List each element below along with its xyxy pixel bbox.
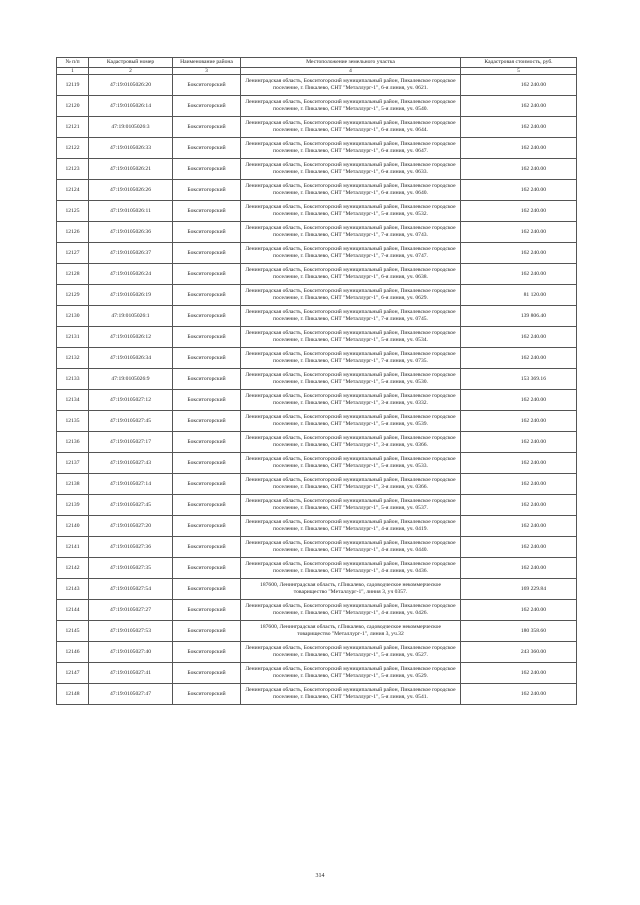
cell-index: 12141 — [57, 537, 89, 558]
cell-cost: 162 240.00 — [461, 75, 577, 96]
cell-cost: 162 240.00 — [461, 558, 577, 579]
cell-cadastral-number: 47:19:0105026:20 — [89, 75, 173, 96]
cell-index: 12122 — [57, 138, 89, 159]
cell-cadastral-number: 47:19:0105026:21 — [89, 159, 173, 180]
cell-location: Ленинградская область, Бокситогорский муниципальный район, Пикалевское городское поселение, г. Пикалево, СНТ "Металлург-1", 3-я линия, уч. 0366. — [241, 474, 461, 495]
table-row — [57, 474, 577, 495]
cell-cost: 153 369.16 — [461, 369, 577, 390]
cell-district: Бокситогорский — [173, 180, 241, 201]
table-row — [57, 75, 577, 96]
table-body — [57, 75, 577, 705]
header-index: № п/п — [57, 58, 89, 68]
cell-index: 12125 — [57, 201, 89, 222]
cell-index: 12127 — [57, 243, 89, 264]
cell-cadastral-number: 47:19:0105026:12 — [89, 327, 173, 348]
cell-location: Ленинградская область, Бокситогорский муниципальный район, Пикалевское городское поселение, г. Пикалево, СНТ "Металлург-1", 5-я линия, уч. 0534. — [241, 327, 461, 348]
column-number: 4 — [241, 68, 461, 75]
cell-cost: 162 240.00 — [461, 348, 577, 369]
table-row — [57, 180, 577, 201]
table-row — [57, 558, 577, 579]
table-row — [57, 579, 577, 600]
table-row — [57, 369, 577, 390]
table-row — [57, 117, 577, 138]
cell-cost: 162 240.00 — [461, 684, 577, 705]
cell-district: Бокситогорский — [173, 96, 241, 117]
cell-cost: 162 240.00 — [461, 411, 577, 432]
document-page — [56, 57, 576, 705]
cell-district: Бокситогорский — [173, 222, 241, 243]
table-row — [57, 684, 577, 705]
cell-location: Ленинградская область, Бокситогорский муниципальный район, Пикалевское городское поселение, г. Пикалево, СНТ "Металлург-1", 4-я линия, уч. 0426. — [241, 600, 461, 621]
cell-index: 12136 — [57, 432, 89, 453]
cell-location: Ленинградская область, Бокситогорский муниципальный район, Пикалевское городское поселение, г. Пикалево, СНТ "Металлург-1", 6-я линия, уч. 0621. — [241, 75, 461, 96]
cell-index: 12124 — [57, 180, 89, 201]
cell-district: Бокситогорский — [173, 117, 241, 138]
table-row — [57, 96, 577, 117]
column-number: 2 — [89, 68, 173, 75]
cell-location: Ленинградская область, Бокситогорский муниципальный район, Пикалевское городское поселение, г. Пикалево, СНТ "Металлург-1", 7-я линия, уч. 0747. — [241, 243, 461, 264]
cell-location: Ленинградская область, Бокситогорский муниципальный район, Пикалевское городское поселение, г. Пикалево, СНТ "Металлург-1", 5-я линия, уч. 0532. — [241, 201, 461, 222]
cell-district: Бокситогорский — [173, 264, 241, 285]
table-row — [57, 243, 577, 264]
cell-index: 12146 — [57, 642, 89, 663]
cell-district: Бокситогорский — [173, 306, 241, 327]
cell-index: 12121 — [57, 117, 89, 138]
cell-location: Ленинградская область, Бокситогорский муниципальный район, Пикалевское городское поселение, г. Пикалево, СНТ "Металлург-1", 7-я линия, уч. 0735. — [241, 348, 461, 369]
cell-district: Бокситогорский — [173, 432, 241, 453]
cell-cadastral-number: 47:19:0105027:35 — [89, 558, 173, 579]
cell-cost: 162 240.00 — [461, 600, 577, 621]
table-row — [57, 642, 577, 663]
table-row — [57, 516, 577, 537]
cell-district: Бокситогорский — [173, 327, 241, 348]
cell-cadastral-number: 47:19:0105027:45 — [89, 495, 173, 516]
cell-district: Бокситогорский — [173, 453, 241, 474]
cell-location: Ленинградская область, Бокситогорский муниципальный район, Пикалевское городское поселение, г. Пикалево, СНТ "Металлург-1", 5-я линия, уч. 0533. — [241, 453, 461, 474]
cell-district: Бокситогорский — [173, 201, 241, 222]
cell-cost: 162 240.00 — [461, 117, 577, 138]
cell-index: 12131 — [57, 327, 89, 348]
table-row — [57, 285, 577, 306]
cell-location: Ленинградская область, Бокситогорский муниципальный район, Пикалевское городское поселение, г. Пикалево, СНТ "Металлург-1", 6-я линия, уч. 0640. — [241, 180, 461, 201]
cell-index: 12134 — [57, 390, 89, 411]
cell-cost: 162 240.00 — [461, 432, 577, 453]
cell-cost: 162 240.00 — [461, 243, 577, 264]
cell-cost: 162 240.00 — [461, 537, 577, 558]
cell-index: 12135 — [57, 411, 89, 432]
cell-cadastral-number: 47:19:0105027:36 — [89, 537, 173, 558]
cell-district: Бокситогорский — [173, 348, 241, 369]
table-row — [57, 327, 577, 348]
cell-index: 12129 — [57, 285, 89, 306]
page-number: 314 — [315, 873, 325, 879]
cell-cadastral-number: 47:19:0105027:17 — [89, 432, 173, 453]
cell-cadastral-number: 47:19:0105026:19 — [89, 285, 173, 306]
column-number-row — [57, 68, 577, 75]
header-district: Наименование района — [173, 58, 241, 68]
cell-index: 12133 — [57, 369, 89, 390]
cell-cadastral-number: 47:19:0105026:3 — [89, 117, 173, 138]
cell-cost: 162 240.00 — [461, 201, 577, 222]
cell-district: Бокситогорский — [173, 579, 241, 600]
cell-cadastral-number: 47:19:0105026:24 — [89, 264, 173, 285]
table-row — [57, 663, 577, 684]
cell-cadastral-number: 47:19:0105026:26 — [89, 180, 173, 201]
cell-cost: 162 240.00 — [461, 495, 577, 516]
cell-cadastral-number: 47:19:0105027:54 — [89, 579, 173, 600]
cell-index: 12123 — [57, 159, 89, 180]
table-row — [57, 264, 577, 285]
cell-district: Бокситогорский — [173, 411, 241, 432]
cell-district: Бокситогорский — [173, 75, 241, 96]
header-location: Местоположение земельного участка — [241, 58, 461, 68]
cell-index: 12148 — [57, 684, 89, 705]
cell-location: Ленинградская область, Бокситогорский муниципальный район, Пикалевское городское поселение, г. Пикалево, СНТ "Металлург-1", 4-я линия, уч. 0436. — [241, 558, 461, 579]
table-row — [57, 390, 577, 411]
cell-district: Бокситогорский — [173, 642, 241, 663]
table-row — [57, 537, 577, 558]
header-row — [57, 58, 577, 68]
cell-location: 187600, Ленинградская область, г.Пикалево, садоводческое некоммерческое товарищество "Металлург-1", линия 3, уч 0357. — [241, 579, 461, 600]
table-row — [57, 453, 577, 474]
cell-location: Ленинградская область, Бокситогорский муниципальный район, Пикалевское городское поселение, г. Пикалево, СНТ "Металлург-1", 7-я линия, уч. 0745. — [241, 306, 461, 327]
cell-cadastral-number: 47:19:0105027:20 — [89, 516, 173, 537]
cell-cadastral-number: 47:19:0105027:45 — [89, 411, 173, 432]
cell-cadastral-number: 47:19:0105026:14 — [89, 96, 173, 117]
cell-district: Бокситогорский — [173, 537, 241, 558]
table-row — [57, 495, 577, 516]
cell-location: Ленинградская область, Бокситогорский муниципальный район, Пикалевское городское поселение, г. Пикалево, СНТ "Металлург-1", 7-я линия, уч. 0743. — [241, 222, 461, 243]
table-row — [57, 138, 577, 159]
cell-cost: 81 120.00 — [461, 285, 577, 306]
cell-cadastral-number: 47:19:0105027:53 — [89, 621, 173, 642]
cell-cost: 162 240.00 — [461, 180, 577, 201]
cell-district: Бокситогорский — [173, 285, 241, 306]
cell-index: 12144 — [57, 600, 89, 621]
cell-district: Бокситогорский — [173, 684, 241, 705]
cell-location: Ленинградская область, Бокситогорский муниципальный район, Пикалевское городское поселение, г. Пикалево, СНТ "Металлург-1", 5-я линия, уч. 0540. — [241, 96, 461, 117]
cell-cadastral-number: 47:19:0105026:34 — [89, 348, 173, 369]
cell-index: 12147 — [57, 663, 89, 684]
cell-cost: 243 360.00 — [461, 642, 577, 663]
cell-cadastral-number: 47:19:0105027:40 — [89, 642, 173, 663]
cell-index: 12140 — [57, 516, 89, 537]
cell-cost: 162 240.00 — [461, 474, 577, 495]
cell-cadastral-number: 47:19:0105026:33 — [89, 138, 173, 159]
cell-location: Ленинградская область, Бокситогорский муниципальный район, Пикалевское городское поселение, г. Пикалево, СНТ "Металлург-1", 4-я линия, уч. 0419. — [241, 516, 461, 537]
cell-cost: 162 240.00 — [461, 663, 577, 684]
cell-index: 12138 — [57, 474, 89, 495]
cell-cadastral-number: 47:19:0105026:9 — [89, 369, 173, 390]
table-row — [57, 432, 577, 453]
table-row — [57, 201, 577, 222]
cell-location: Ленинградская область, Бокситогорский муниципальный район, Пикалевское городское поселение, г. Пикалево, СНТ "Металлург-1", 3-я линия, уч. 0332. — [241, 390, 461, 411]
cell-location: Ленинградская область, Бокситогорский муниципальный район, Пикалевское городское поселение, г. Пикалево, СНТ "Металлург-1", 6-я линия, уч. 0629. — [241, 285, 461, 306]
cell-location: Ленинградская область, Бокситогорский муниципальный район, Пикалевское городское поселение, г. Пикалево, СНТ "Металлург-1", 3-я линия, уч. 0366. — [241, 432, 461, 453]
cell-location: 187600, Ленинградская область, г.Пикалево, садоводческое некоммерческое товарищество "Металлург-1", линия 3, уч.32 — [241, 621, 461, 642]
cell-cost: 139 806.40 — [461, 306, 577, 327]
cell-location: Ленинградская область, Бокситогорский муниципальный район, Пикалевское городское поселение, г. Пикалево, СНТ "Металлург-1", 5-я линия, уч. 0539. — [241, 411, 461, 432]
table-row — [57, 621, 577, 642]
cell-location: Ленинградская область, Бокситогорский муниципальный район, Пикалевское городское поселение, г. Пикалево, СНТ "Металлург-1", 4-я линия, уч. 0440. — [241, 537, 461, 558]
cell-cadastral-number: 47:19:0105026:11 — [89, 201, 173, 222]
cell-index: 12128 — [57, 264, 89, 285]
table-row — [57, 600, 577, 621]
column-number: 5 — [461, 68, 577, 75]
cell-index: 12145 — [57, 621, 89, 642]
column-number: 1 — [57, 68, 89, 75]
cell-cadastral-number: 47:19:0105027:12 — [89, 390, 173, 411]
cell-cadastral-number: 47:19:0105027:43 — [89, 453, 173, 474]
cell-cadastral-number: 47:19:0105026:36 — [89, 222, 173, 243]
cell-cost: 162 240.00 — [461, 264, 577, 285]
cell-index: 12139 — [57, 495, 89, 516]
cell-cadastral-number: 47:19:0105027:47 — [89, 684, 173, 705]
cell-location: Ленинградская область, Бокситогорский муниципальный район, Пикалевское городское поселение, г. Пикалево, СНТ "Металлург-1", 6-я линия, уч. 0647. — [241, 138, 461, 159]
cell-district: Бокситогорский — [173, 243, 241, 264]
cell-location: Ленинградская область, Бокситогорский муниципальный район, Пикалевское городское поселение, г. Пикалево, СНТ "Металлург-1", 5-я линия, уч. 0530. — [241, 369, 461, 390]
cell-cadastral-number: 47:19:0105027:14 — [89, 474, 173, 495]
cell-cost: 162 240.00 — [461, 327, 577, 348]
cell-index: 12132 — [57, 348, 89, 369]
cell-index: 12143 — [57, 579, 89, 600]
table-row — [57, 159, 577, 180]
cell-cost: 162 240.00 — [461, 516, 577, 537]
cell-cost: 169 229.84 — [461, 579, 577, 600]
cell-index: 12120 — [57, 96, 89, 117]
cell-cadastral-number: 47:19:0105027:41 — [89, 663, 173, 684]
cell-cost: 162 240.00 — [461, 138, 577, 159]
table-row — [57, 306, 577, 327]
cell-district: Бокситогорский — [173, 558, 241, 579]
table-row — [57, 348, 577, 369]
cell-cadastral-number: 47:19:0105026:37 — [89, 243, 173, 264]
cadastral-table — [56, 57, 577, 705]
header-cost: Кадастровая стоимость, руб. — [461, 58, 577, 68]
cell-index: 12137 — [57, 453, 89, 474]
cell-cost: 180 358.60 — [461, 621, 577, 642]
cell-cost: 162 240.00 — [461, 96, 577, 117]
cell-index: 12142 — [57, 558, 89, 579]
cell-district: Бокситогорский — [173, 138, 241, 159]
cell-cost: 162 240.00 — [461, 390, 577, 411]
cell-cost: 162 240.00 — [461, 453, 577, 474]
cell-cadastral-number: 47:19:0105027:27 — [89, 600, 173, 621]
cell-index: 12130 — [57, 306, 89, 327]
cell-location: Ленинградская область, Бокситогорский муниципальный район, Пикалевское городское поселение, г. Пикалево, СНТ "Металлург-1", 6-я линия, уч. 0633. — [241, 159, 461, 180]
table-row — [57, 411, 577, 432]
cell-district: Бокситогорский — [173, 474, 241, 495]
column-number: 3 — [173, 68, 241, 75]
cell-district: Бокситогорский — [173, 600, 241, 621]
cell-index: 12126 — [57, 222, 89, 243]
cell-district: Бокситогорский — [173, 390, 241, 411]
cell-cost: 162 240.00 — [461, 159, 577, 180]
cell-district: Бокситогорский — [173, 621, 241, 642]
cell-cadastral-number: 47:19:0105026:1 — [89, 306, 173, 327]
cell-index: 12119 — [57, 75, 89, 96]
cell-location: Ленинградская область, Бокситогорский муниципальный район, Пикалевское городское поселение, г. Пикалево, СНТ "Металлург-1", 6-я линия, уч. 0644. — [241, 117, 461, 138]
cell-location: Ленинградская область, Бокситогорский муниципальный район, Пикалевское городское поселение, г. Пикалево, СНТ "Металлург-1", 5-я линия, уч. 0527. — [241, 642, 461, 663]
cell-location: Ленинградская область, Бокситогорский муниципальный район, Пикалевское городское поселение, г. Пикалево, СНТ "Металлург-1", 5-я линия, уч. 0529. — [241, 663, 461, 684]
cell-location: Ленинградская область, Бокситогорский муниципальный район, Пикалевское городское поселение, г. Пикалево, СНТ "Металлург-1", 6-я линия, уч. 0638. — [241, 264, 461, 285]
cell-district: Бокситогорский — [173, 516, 241, 537]
cell-cost: 162 240.00 — [461, 222, 577, 243]
cell-district: Бокситогорский — [173, 369, 241, 390]
cell-location: Ленинградская область, Бокситогорский муниципальный район, Пикалевское городское поселение, г. Пикалево, СНТ "Металлург-1", 5-я линия, уч. 0537. — [241, 495, 461, 516]
cell-district: Бокситогорский — [173, 159, 241, 180]
cell-district: Бокситогорский — [173, 495, 241, 516]
cell-district: Бокситогорский — [173, 663, 241, 684]
table-row — [57, 222, 577, 243]
header-cadastral-number: Кадастровый номер — [89, 58, 173, 68]
cell-location: Ленинградская область, Бокситогорский муниципальный район, Пикалевское городское поселение, г. Пикалево, СНТ "Металлург-1", 5-я линия, уч. 0541. — [241, 684, 461, 705]
